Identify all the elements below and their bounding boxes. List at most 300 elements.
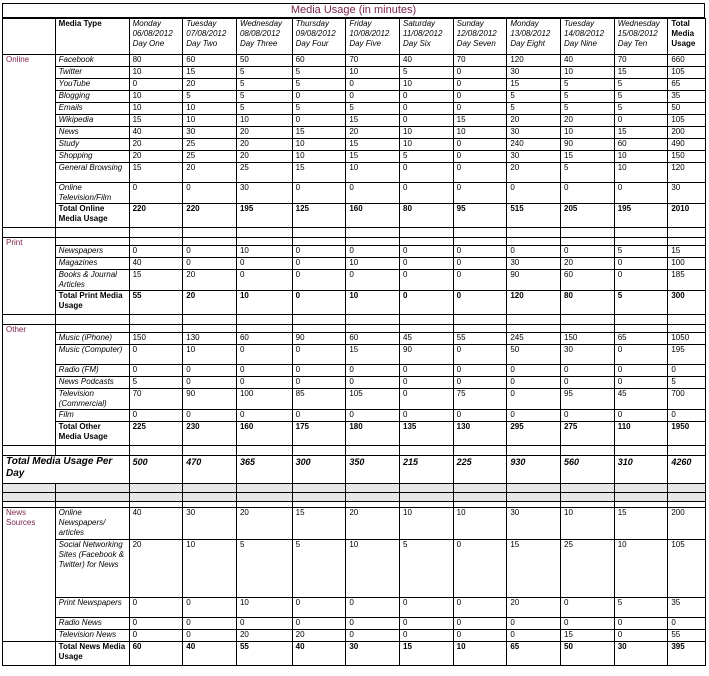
cell-value: 0 (453, 630, 507, 642)
cell-value: 0 (453, 79, 507, 91)
blank-cell (400, 238, 454, 246)
cell-value: 10 (453, 127, 507, 139)
blank-cell (614, 238, 668, 246)
total-row (3, 422, 706, 446)
row-label: Newspapers (55, 246, 129, 258)
total-row (3, 291, 706, 315)
spacer-cell (668, 228, 706, 238)
spacer-cell (400, 315, 454, 325)
row-total: 0 (668, 365, 706, 377)
cell-value: 0 (561, 365, 615, 377)
cell-value: 5 (614, 291, 668, 315)
table-row (3, 139, 706, 151)
cell-value: 10 (400, 127, 454, 139)
cell-value: 0 (614, 377, 668, 389)
cell-value: 20 (507, 163, 561, 183)
cell-value: 90 (561, 139, 615, 151)
cell-value: 0 (346, 79, 400, 91)
table-row (3, 618, 706, 630)
cell-value: 10 (400, 139, 454, 151)
cell-value: 15 (292, 127, 346, 139)
cell-value: 40 (183, 642, 237, 666)
table-row (3, 630, 706, 642)
cell-value: 0 (453, 345, 507, 365)
grand-total-value: 225 (453, 456, 507, 484)
cell-value: 0 (236, 258, 292, 270)
cell-value: 40 (561, 55, 615, 67)
cell-value: 0 (346, 630, 400, 642)
cell-value: 0 (400, 183, 454, 204)
cell-value: 10 (236, 115, 292, 127)
blank-cell (129, 238, 183, 246)
cell-value: 15 (129, 115, 183, 127)
spacer-cell (561, 484, 615, 493)
cell-value: 90 (292, 333, 346, 345)
header-row (3, 19, 706, 55)
row-label: Total Other Media Usage (55, 422, 129, 446)
spacer-cell (292, 315, 346, 325)
spacer-cell (236, 446, 292, 456)
cell-value: 30 (507, 127, 561, 139)
spacer-cell (129, 315, 183, 325)
grand-total-value: 930 (507, 456, 561, 484)
table-row (3, 377, 706, 389)
cell-value: 60 (292, 55, 346, 67)
cell-value: 15 (129, 163, 183, 183)
section-label: Other (3, 325, 56, 446)
cell-value: 5 (236, 91, 292, 103)
cell-value: 10 (129, 91, 183, 103)
cell-value: 0 (292, 258, 346, 270)
cell-value: 25 (183, 151, 237, 163)
blank-cell (346, 238, 400, 246)
cell-value: 0 (614, 630, 668, 642)
cell-value: 10 (400, 79, 454, 91)
cell-value: 0 (292, 183, 346, 204)
row-label: General Browsing (55, 163, 129, 183)
cell-value: 5 (614, 91, 668, 103)
table-row (3, 540, 706, 598)
blank-cell (668, 238, 706, 246)
table-row (3, 103, 706, 115)
header-day-date: 14/08/2012 (564, 29, 605, 38)
spacer-cell (55, 493, 129, 502)
blank-cell (236, 325, 292, 333)
row-total: 660 (668, 55, 706, 67)
header-day (453, 19, 507, 55)
cell-value: 0 (129, 598, 183, 618)
cell-value: 0 (400, 377, 454, 389)
spacer-cell (400, 446, 454, 456)
cell-value: 15 (614, 127, 668, 139)
header-day (292, 19, 346, 55)
cell-value: 0 (346, 365, 400, 377)
cell-value: 0 (507, 389, 561, 410)
blank-cell (55, 325, 129, 333)
cell-value: 15 (400, 642, 454, 666)
cell-value: 0 (400, 630, 454, 642)
cell-value: 5 (561, 91, 615, 103)
cell-value: 75 (453, 389, 507, 410)
cell-value: 5 (236, 79, 292, 91)
grand-total-value: 365 (236, 456, 292, 484)
header-blank (3, 19, 56, 55)
cell-value: 0 (236, 365, 292, 377)
cell-value: 0 (292, 410, 346, 422)
section-label: News Sources (3, 508, 56, 642)
cell-value: 0 (400, 115, 454, 127)
cell-value: 45 (614, 389, 668, 410)
cell-value: 195 (614, 204, 668, 228)
cell-value: 20 (236, 508, 292, 540)
cell-value: 70 (129, 389, 183, 410)
cell-value: 160 (346, 204, 400, 228)
grand-total-label: Total Media Usage Per Day (3, 456, 130, 484)
cell-value: 15 (614, 67, 668, 79)
cell-value: 30 (507, 151, 561, 163)
cell-value: 0 (614, 618, 668, 630)
cell-value: 20 (561, 258, 615, 270)
row-total: 35 (668, 598, 706, 618)
header-day-weekday: Tuesday (564, 19, 595, 28)
spacer-cell (129, 228, 183, 238)
cell-value: 295 (507, 422, 561, 446)
spacer-row (3, 315, 706, 325)
cell-value: 0 (183, 618, 237, 630)
cell-value: 175 (292, 422, 346, 446)
row-label: Total Online Media Usage (55, 204, 129, 228)
section-label: Online (3, 55, 56, 228)
row-label: Books & Journal Articles (55, 270, 129, 291)
cell-value: 5 (614, 598, 668, 618)
section-top-row (3, 325, 706, 333)
cell-value: 20 (129, 139, 183, 151)
cell-value: 120 (507, 291, 561, 315)
spacer-cell (292, 484, 346, 493)
cell-value: 0 (561, 183, 615, 204)
row-total: 1950 (668, 422, 706, 446)
header-day-date: 09/08/2012 (295, 29, 336, 38)
cell-value: 5 (507, 91, 561, 103)
blank-cell (346, 325, 400, 333)
cell-value: 0 (129, 365, 183, 377)
cell-value: 0 (346, 183, 400, 204)
cell-value: 30 (236, 183, 292, 204)
row-label: Film (55, 410, 129, 422)
blank-cell (561, 238, 615, 246)
cell-value: 0 (129, 183, 183, 204)
cell-value: 65 (507, 642, 561, 666)
cell-value: 0 (183, 258, 237, 270)
row-total: 700 (668, 389, 706, 410)
header-day-weekday: Monday (132, 19, 162, 28)
spacer-cell (453, 446, 507, 456)
grand-total-value: 470 (183, 456, 237, 484)
header-day-label: Day Five (349, 39, 381, 48)
row-label: Television News (55, 630, 129, 642)
cell-value: 110 (614, 422, 668, 446)
row-label: Total News Media Usage (55, 642, 129, 666)
row-total: 65 (668, 79, 706, 91)
header-day-label: Day Nine (564, 39, 597, 48)
cell-value: 225 (129, 422, 183, 446)
row-label: Television (Commercial) (55, 389, 129, 410)
row-total: 2010 (668, 204, 706, 228)
cell-value: 0 (507, 410, 561, 422)
spacer-cell (129, 484, 183, 493)
cell-value: 30 (183, 508, 237, 540)
cell-value: 240 (507, 139, 561, 151)
spacer-cell (292, 446, 346, 456)
cell-value: 5 (292, 103, 346, 115)
cell-value: 0 (292, 377, 346, 389)
media-usage-table (2, 18, 706, 666)
cell-value: 0 (129, 630, 183, 642)
header-day-date: 07/08/2012 (186, 29, 227, 38)
spacer-cell (400, 493, 454, 502)
cell-value: 0 (453, 377, 507, 389)
cell-value: 0 (400, 365, 454, 377)
row-label: Magazines (55, 258, 129, 270)
spacer-cell (400, 228, 454, 238)
spacer-cell (236, 493, 292, 502)
table-row (3, 598, 706, 618)
cell-value: 10 (292, 151, 346, 163)
cell-value: 0 (183, 183, 237, 204)
cell-value: 25 (236, 163, 292, 183)
cell-value: 65 (614, 333, 668, 345)
cell-value: 10 (561, 508, 615, 540)
cell-value: 15 (507, 79, 561, 91)
cell-value: 5 (614, 103, 668, 115)
grand-total-value: 500 (129, 456, 183, 484)
cell-value: 5 (614, 246, 668, 258)
row-label: Print Newspapers (55, 598, 129, 618)
cell-value: 0 (400, 103, 454, 115)
cell-value: 245 (507, 333, 561, 345)
cell-value: 30 (507, 258, 561, 270)
cell-value: 5 (183, 91, 237, 103)
cell-value: 150 (129, 333, 183, 345)
table-row (3, 115, 706, 127)
cell-value: 10 (346, 540, 400, 598)
cell-value: 80 (561, 291, 615, 315)
blank-cell (453, 238, 507, 246)
header-day-label: Day Eight (510, 39, 546, 48)
table-row (3, 67, 706, 79)
spacer-cell (346, 228, 400, 238)
cell-value: 0 (614, 345, 668, 365)
cell-value: 0 (129, 618, 183, 630)
cell-value: 0 (507, 618, 561, 630)
grand-total-value: 310 (614, 456, 668, 484)
cell-value: 55 (129, 291, 183, 315)
cell-value: 0 (183, 598, 237, 618)
cell-value: 20 (236, 139, 292, 151)
header-day-label: Day Four (295, 39, 329, 48)
spacer-cell (614, 484, 668, 493)
row-label: YouTube (55, 79, 129, 91)
row-total: 120 (668, 163, 706, 183)
table-row (3, 333, 706, 345)
row-label: Blogging (55, 91, 129, 103)
cell-value: 30 (614, 642, 668, 666)
spacer-cell (3, 315, 56, 325)
header-day-label: Day Six (403, 39, 431, 48)
table-row (3, 151, 706, 163)
cell-value: 10 (614, 540, 668, 598)
grand-total-row (3, 456, 706, 484)
cell-value: 10 (236, 246, 292, 258)
header-day-date: 11/08/2012 (403, 29, 443, 38)
spacer-cell (561, 446, 615, 456)
header-day-date: 13/08/2012 (510, 29, 551, 38)
cell-value: 20 (236, 630, 292, 642)
cell-value: 60 (183, 55, 237, 67)
row-total: 195 (668, 345, 706, 365)
spacer-cell (507, 493, 561, 502)
header-day (346, 19, 400, 55)
cell-value: 0 (561, 410, 615, 422)
row-label: Wikipedia (55, 115, 129, 127)
cell-value: 90 (183, 389, 237, 410)
cell-value: 15 (614, 508, 668, 540)
row-total: 150 (668, 151, 706, 163)
cell-value: 0 (453, 139, 507, 151)
cell-value: 15 (346, 345, 400, 365)
row-total: 105 (668, 67, 706, 79)
cell-value: 80 (129, 55, 183, 67)
table-row (3, 246, 706, 258)
blank-cell (507, 238, 561, 246)
cell-value: 60 (346, 333, 400, 345)
cell-value: 15 (292, 163, 346, 183)
cell-value: 5 (292, 79, 346, 91)
row-total: 15 (668, 246, 706, 258)
cell-value: 45 (400, 333, 454, 345)
cell-value: 20 (129, 540, 183, 598)
blank-cell (183, 325, 237, 333)
header-day (561, 19, 615, 55)
cell-value: 0 (614, 410, 668, 422)
cell-value: 0 (453, 103, 507, 115)
cell-value: 0 (346, 91, 400, 103)
header-media-type: Media Type (55, 19, 129, 55)
spacer-cell (55, 315, 129, 325)
cell-value: 0 (561, 618, 615, 630)
table-row (3, 258, 706, 270)
cell-value: 0 (183, 410, 237, 422)
cell-value: 90 (400, 345, 454, 365)
spacer-cell (346, 484, 400, 493)
spacer-cell (3, 446, 56, 456)
table-row (3, 389, 706, 410)
cell-value: 0 (453, 270, 507, 291)
cell-value: 5 (561, 79, 615, 91)
cell-value: 10 (129, 67, 183, 79)
cell-value: 230 (183, 422, 237, 446)
blank-cell (453, 325, 507, 333)
cell-value: 0 (346, 377, 400, 389)
row-label: Twitter (55, 67, 129, 79)
cell-value: 0 (453, 410, 507, 422)
header-day-label: Day Two (186, 39, 218, 48)
cell-value: 20 (183, 270, 237, 291)
spacer-cell (668, 484, 706, 493)
row-label: News Podcasts (55, 377, 129, 389)
header-total: Total Media Usage (668, 19, 706, 55)
cell-value: 0 (453, 67, 507, 79)
table-row (3, 365, 706, 377)
cell-value: 10 (183, 345, 237, 365)
total-row (3, 642, 706, 666)
cell-value: 10 (236, 598, 292, 618)
section-label: Print (3, 238, 56, 315)
row-label: Total Print Media Usage (55, 291, 129, 315)
row-label: Facebook (55, 55, 129, 67)
cell-value: 0 (292, 246, 346, 258)
cell-value: 20 (346, 127, 400, 139)
cell-value: 0 (400, 270, 454, 291)
grand-total-value: 215 (400, 456, 454, 484)
row-total: 105 (668, 540, 706, 598)
row-label: Online Television/Film (55, 183, 129, 204)
cell-value: 60 (614, 139, 668, 151)
cell-value: 10 (346, 163, 400, 183)
spacer-cell (346, 446, 400, 456)
row-label: Social Networking Sites (Facebook & Twitter) for News (55, 540, 129, 598)
table-row (3, 163, 706, 183)
cell-value: 0 (292, 618, 346, 630)
cell-value: 0 (346, 270, 400, 291)
cell-value: 0 (453, 91, 507, 103)
spacer-cell (183, 315, 237, 325)
cell-value: 70 (614, 55, 668, 67)
header-day-label: Day Ten (617, 39, 648, 48)
row-label: Music (Computer) (55, 345, 129, 365)
cell-value: 0 (346, 410, 400, 422)
spacer-cell (453, 484, 507, 493)
spacer-cell (236, 315, 292, 325)
row-total: 50 (668, 103, 706, 115)
cell-value: 0 (507, 377, 561, 389)
cell-value: 100 (236, 389, 292, 410)
blank-cell (55, 238, 129, 246)
row-total: 100 (668, 258, 706, 270)
cell-value: 95 (561, 389, 615, 410)
cell-value: 10 (346, 67, 400, 79)
cell-value: 0 (453, 365, 507, 377)
cell-value: 40 (129, 258, 183, 270)
cell-value: 105 (346, 389, 400, 410)
cell-value: 30 (183, 127, 237, 139)
spacer-cell (129, 446, 183, 456)
cell-value: 0 (561, 377, 615, 389)
cell-value: 0 (614, 115, 668, 127)
cell-value: 0 (183, 365, 237, 377)
cell-value: 30 (507, 67, 561, 79)
cell-value: 180 (346, 422, 400, 446)
cell-value: 20 (183, 79, 237, 91)
row-total: 185 (668, 270, 706, 291)
cell-value: 0 (292, 345, 346, 365)
grand-total-value: 350 (346, 456, 400, 484)
spacer-cell (346, 315, 400, 325)
row-label: Shopping (55, 151, 129, 163)
spacer-cell (3, 228, 56, 238)
cell-value: 150 (561, 333, 615, 345)
header-day (614, 19, 668, 55)
